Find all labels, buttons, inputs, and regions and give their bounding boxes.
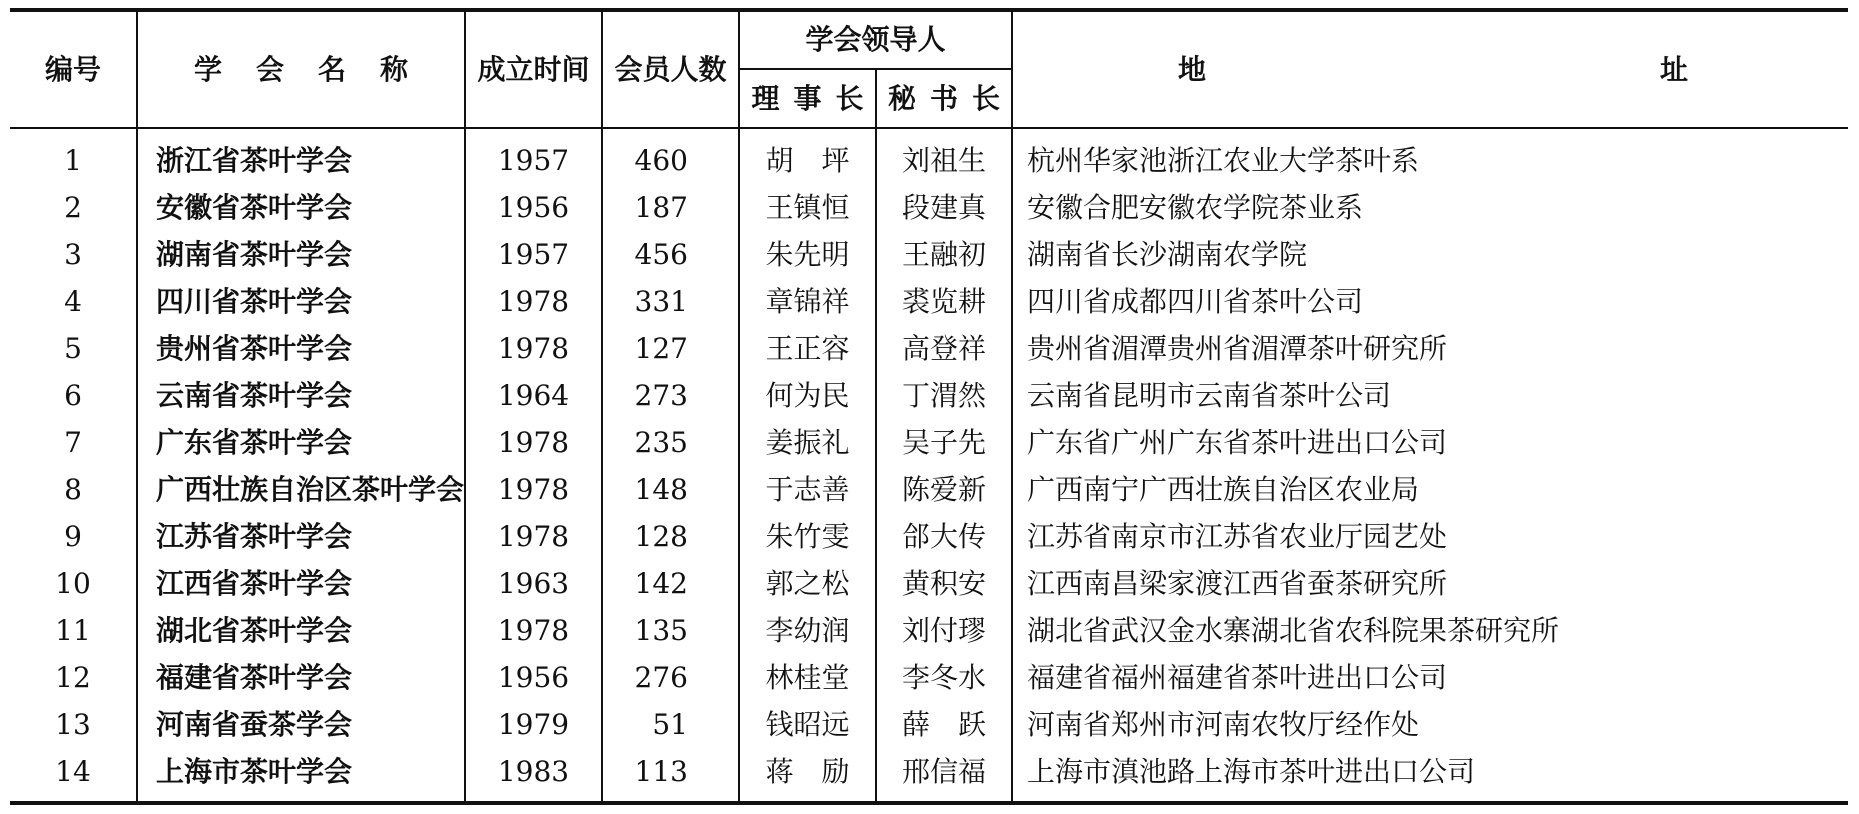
cell-address: 广东省广州广东省茶叶进出口公司 <box>1012 419 1848 466</box>
cell-founded-year: 1978 <box>465 278 602 325</box>
cell-founded-year: 1978 <box>465 325 602 372</box>
cell-secretary: 邢信福 <box>876 748 1012 803</box>
cell-secretary: 段建真 <box>876 184 1012 231</box>
cell-member-count: 276 <box>602 654 739 701</box>
cell-founded-year: 1964 <box>465 372 602 419</box>
header-chairman-text: 理事长 <box>751 81 878 115</box>
cell-founded-year: 1956 <box>465 654 602 701</box>
cell-address: 杭州华家池浙江农业大学茶叶系 <box>1012 128 1848 184</box>
header-name <box>137 10 465 128</box>
cell-founded-year: 1983 <box>465 748 602 803</box>
cell-secretary: 王融初 <box>876 231 1012 278</box>
table-row <box>10 607 1848 654</box>
table-row <box>10 372 1848 419</box>
cell-society-name: 河南省蚕茶学会 <box>137 701 465 748</box>
table-row <box>10 278 1848 325</box>
cell-society-name: 四川省茶叶学会 <box>137 278 465 325</box>
cell-founded-year: 1957 <box>465 231 602 278</box>
cell-no: 1 <box>10 128 137 184</box>
cell-chairman: 郭之松 <box>739 560 876 607</box>
cell-secretary: 高登祥 <box>876 325 1012 372</box>
header-address <box>1012 10 1848 128</box>
cell-address: 湖北省武汉金水寨湖北省农科院果茶研究所 <box>1012 607 1848 654</box>
cell-address: 湖南省长沙湖南农学院 <box>1012 231 1848 278</box>
cell-chairman: 蒋 励 <box>739 748 876 803</box>
header-address-right: 址 <box>1660 52 1689 86</box>
cell-address: 江西南昌梁家渡江西省蚕茶研究所 <box>1012 560 1848 607</box>
cell-founded-year: 1978 <box>465 419 602 466</box>
cell-member-count: 148 <box>602 466 739 513</box>
cell-secretary: 李冬水 <box>876 654 1012 701</box>
cell-society-name: 江苏省茶叶学会 <box>137 513 465 560</box>
cell-member-count: 113 <box>602 748 739 803</box>
cell-society-name: 湖北省茶叶学会 <box>137 607 465 654</box>
cell-society-name: 云南省茶叶学会 <box>137 372 465 419</box>
cell-no: 12 <box>10 654 137 701</box>
cell-address: 云南省昆明市云南省茶叶公司 <box>1012 372 1848 419</box>
cell-secretary: 郃大传 <box>876 513 1012 560</box>
cell-chairman: 钱昭远 <box>739 701 876 748</box>
cell-society-name: 广西壮族自治区茶叶学会 <box>137 466 465 513</box>
cell-secretary: 丁渭然 <box>876 372 1012 419</box>
cell-no: 6 <box>10 372 137 419</box>
cell-society-name: 湖南省茶叶学会 <box>137 231 465 278</box>
cell-secretary: 裘览耕 <box>876 278 1012 325</box>
cell-no: 9 <box>10 513 137 560</box>
header-secretary-text: 秘书长 <box>888 81 1015 115</box>
header-secretary <box>876 69 1015 128</box>
cell-no: 7 <box>10 419 137 466</box>
header-name-text: 学会名称 <box>193 52 442 86</box>
cell-address: 贵州省湄潭贵州省湄潭茶叶研究所 <box>1012 325 1848 372</box>
cell-chairman: 朱竹雯 <box>739 513 876 560</box>
header-address-left: 地 <box>1178 52 1207 86</box>
cell-member-count: 135 <box>602 607 739 654</box>
cell-founded-year: 1956 <box>465 184 602 231</box>
cell-chairman: 朱先明 <box>739 231 876 278</box>
table-row <box>10 701 1848 748</box>
header-members: 会员人数 <box>602 10 739 128</box>
table-row <box>10 748 1848 803</box>
cell-society-name: 上海市茶叶学会 <box>137 748 465 803</box>
cell-secretary: 薛 跃 <box>876 701 1012 748</box>
cell-no: 4 <box>10 278 137 325</box>
cell-society-name: 江西省茶叶学会 <box>137 560 465 607</box>
cell-society-name: 福建省茶叶学会 <box>137 654 465 701</box>
table-row <box>10 513 1848 560</box>
cell-no: 8 <box>10 466 137 513</box>
cell-no: 3 <box>10 231 137 278</box>
cell-chairman: 李幼润 <box>739 607 876 654</box>
table-row <box>10 560 1848 607</box>
cell-member-count: 51 <box>602 701 739 748</box>
cell-chairman: 姜振礼 <box>739 419 876 466</box>
cell-secretary: 刘付璆 <box>876 607 1012 654</box>
cell-society-name: 贵州省茶叶学会 <box>137 325 465 372</box>
cell-member-count: 456 <box>602 231 739 278</box>
header-no: 编号 <box>10 10 137 128</box>
cell-member-count: 187 <box>602 184 739 231</box>
cell-address: 四川省成都四川省茶叶公司 <box>1012 278 1848 325</box>
cell-no: 14 <box>10 748 137 803</box>
cell-no: 13 <box>10 701 137 748</box>
cell-founded-year: 1978 <box>465 513 602 560</box>
cell-member-count: 142 <box>602 560 739 607</box>
cell-founded-year: 1957 <box>465 128 602 184</box>
header-leaders: 学会领导人 <box>739 10 1012 69</box>
cell-address: 广西南宁广西壮族自治区农业局 <box>1012 466 1848 513</box>
cell-no: 5 <box>10 325 137 372</box>
cell-founded-year: 1963 <box>465 560 602 607</box>
cell-chairman: 王镇恒 <box>739 184 876 231</box>
cell-founded-year: 1978 <box>465 607 602 654</box>
header-founded: 成立时间 <box>465 10 602 128</box>
cell-secretary: 刘祖生 <box>876 128 1012 184</box>
cell-address: 河南省郑州市河南农牧厅经作处 <box>1012 701 1848 748</box>
cell-address: 上海市滇池路上海市茶叶进出口公司 <box>1012 748 1848 803</box>
cell-founded-year: 1979 <box>465 701 602 748</box>
cell-society-name: 浙江省茶叶学会 <box>137 128 465 184</box>
cell-chairman: 何为民 <box>739 372 876 419</box>
tea-societies-table <box>10 8 1848 805</box>
cell-society-name: 安徽省茶叶学会 <box>137 184 465 231</box>
table-row <box>10 654 1848 701</box>
cell-no: 11 <box>10 607 137 654</box>
cell-founded-year: 1978 <box>465 466 602 513</box>
cell-secretary: 吴子先 <box>876 419 1012 466</box>
cell-address: 福建省福州福建省茶叶进出口公司 <box>1012 654 1848 701</box>
cell-chairman: 章锦祥 <box>739 278 876 325</box>
header-chairman <box>739 69 876 128</box>
table-row <box>10 184 1848 231</box>
cell-member-count: 273 <box>602 372 739 419</box>
cell-secretary: 黄积安 <box>876 560 1012 607</box>
table-row <box>10 466 1848 513</box>
cell-secretary: 陈爱新 <box>876 466 1012 513</box>
table-row <box>10 419 1848 466</box>
table-row <box>10 325 1848 372</box>
cell-address: 安徽合肥安徽农学院茶业系 <box>1012 184 1848 231</box>
cell-chairman: 林桂堂 <box>739 654 876 701</box>
cell-member-count: 235 <box>602 419 739 466</box>
cell-member-count: 128 <box>602 513 739 560</box>
cell-no: 2 <box>10 184 137 231</box>
table-row <box>10 231 1848 278</box>
cell-chairman: 胡 坪 <box>739 128 876 184</box>
table-row <box>10 128 1848 184</box>
cell-address: 江苏省南京市江苏省农业厅园艺处 <box>1012 513 1848 560</box>
cell-no: 10 <box>10 560 137 607</box>
table-body <box>10 128 1848 803</box>
cell-member-count: 460 <box>602 128 739 184</box>
cell-chairman: 王正容 <box>739 325 876 372</box>
cell-society-name: 广东省茶叶学会 <box>137 419 465 466</box>
cell-member-count: 331 <box>602 278 739 325</box>
cell-member-count: 127 <box>602 325 739 372</box>
cell-chairman: 于志善 <box>739 466 876 513</box>
